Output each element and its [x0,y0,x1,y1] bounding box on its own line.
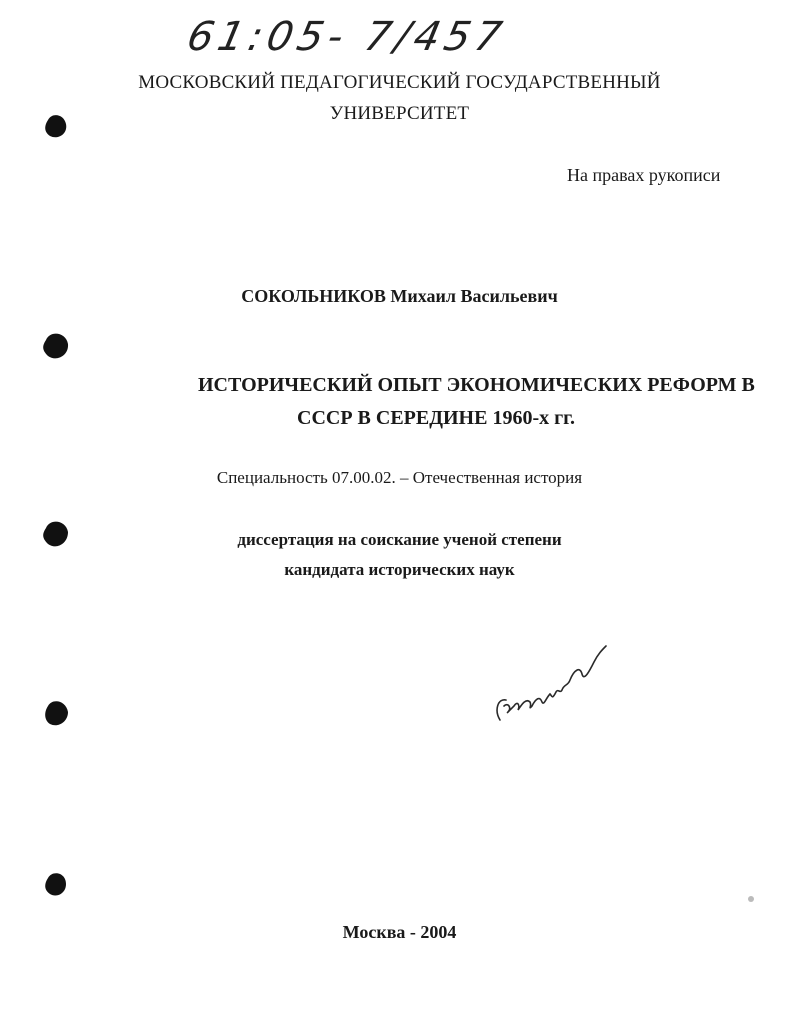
catalog-number-handwritten: 61:05- 7/457 [183,14,511,60]
punch-hole-3 [43,522,68,547]
university-name-line2: УНИВЕРСИТЕТ [329,103,470,124]
scan-speck [748,896,754,902]
binding-punch-holes [38,0,78,1034]
rights-notice: На правах рукописи [567,165,721,185]
dissertation-line2: кандидата исторических наук [284,560,515,579]
specialty-line: Специальность 07.00.02. – Отечественная история [216,468,583,487]
author-given-name: Михаил Васильевич [390,286,558,306]
punch-hole-1 [45,115,66,137]
punch-hole-2 [43,334,68,359]
title-line1: ИСТОРИЧЕСКИЙ ОПЫТ ЭКОНОМИЧЕСКИХ РЕФОРМ В [198,374,755,396]
author-signature [490,640,620,730]
city-year: Москва - 2004 [342,922,457,942]
punch-hole-5 [45,873,66,895]
author-name [0,286,799,307]
title-line2: СССР В СЕРЕДИНЕ 1960-х гг. [297,407,576,429]
author-surname: СОКОЛЬНИКОВ [241,286,386,306]
dissertation-line1: диссертация на соискание ученой степени [237,530,562,549]
punch-hole-4 [45,701,68,725]
university-name-line1: МОСКОВСКИЙ ПЕДАГОГИЧЕСКИЙ ГОСУДАРСТВЕННЫЙ [138,72,661,93]
